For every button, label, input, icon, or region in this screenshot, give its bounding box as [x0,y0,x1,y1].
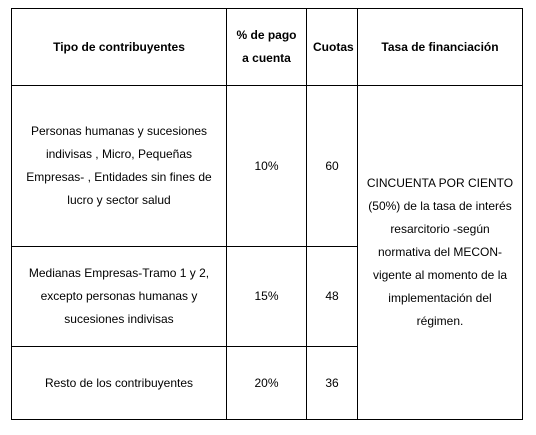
cell-cuotas: 60 [307,86,358,247]
cell-pago: 20% [227,347,307,420]
payment-plan-table [11,8,523,420]
cell-cuotas: 36 [307,347,358,420]
cell-pago: 10% [227,86,307,247]
cell-tipo: Medianas Empresas-Tramo 1 y 2, excepto personas humanas y sucesiones indivisas [12,247,227,347]
table-row [12,86,523,247]
table-header-row [12,9,523,86]
header-tipo-contribuyentes: Tipo de contribuyentes [12,9,227,86]
cell-tasa-financiacion: CINCUENTA POR CIENTO (50%) de la tasa de interés resarcitorio -según normativa del MECON- vigente al momento de la implementación del régimen. [358,86,523,420]
cell-tipo: Resto de los contribuyentes [12,347,227,420]
cell-cuotas: 48 [307,247,358,347]
header-pago-a-cuenta: % de pago a cuenta [227,9,307,86]
cell-tipo: Personas humanas y sucesiones indivisas , Micro, Pequeñas Empresas- , Entidades sin fines de lucro y sector salud [12,86,227,247]
header-tasa-financiacion: Tasa de financiación [358,9,523,86]
cell-pago: 15% [227,247,307,347]
header-cuotas: Cuotas [307,9,358,86]
